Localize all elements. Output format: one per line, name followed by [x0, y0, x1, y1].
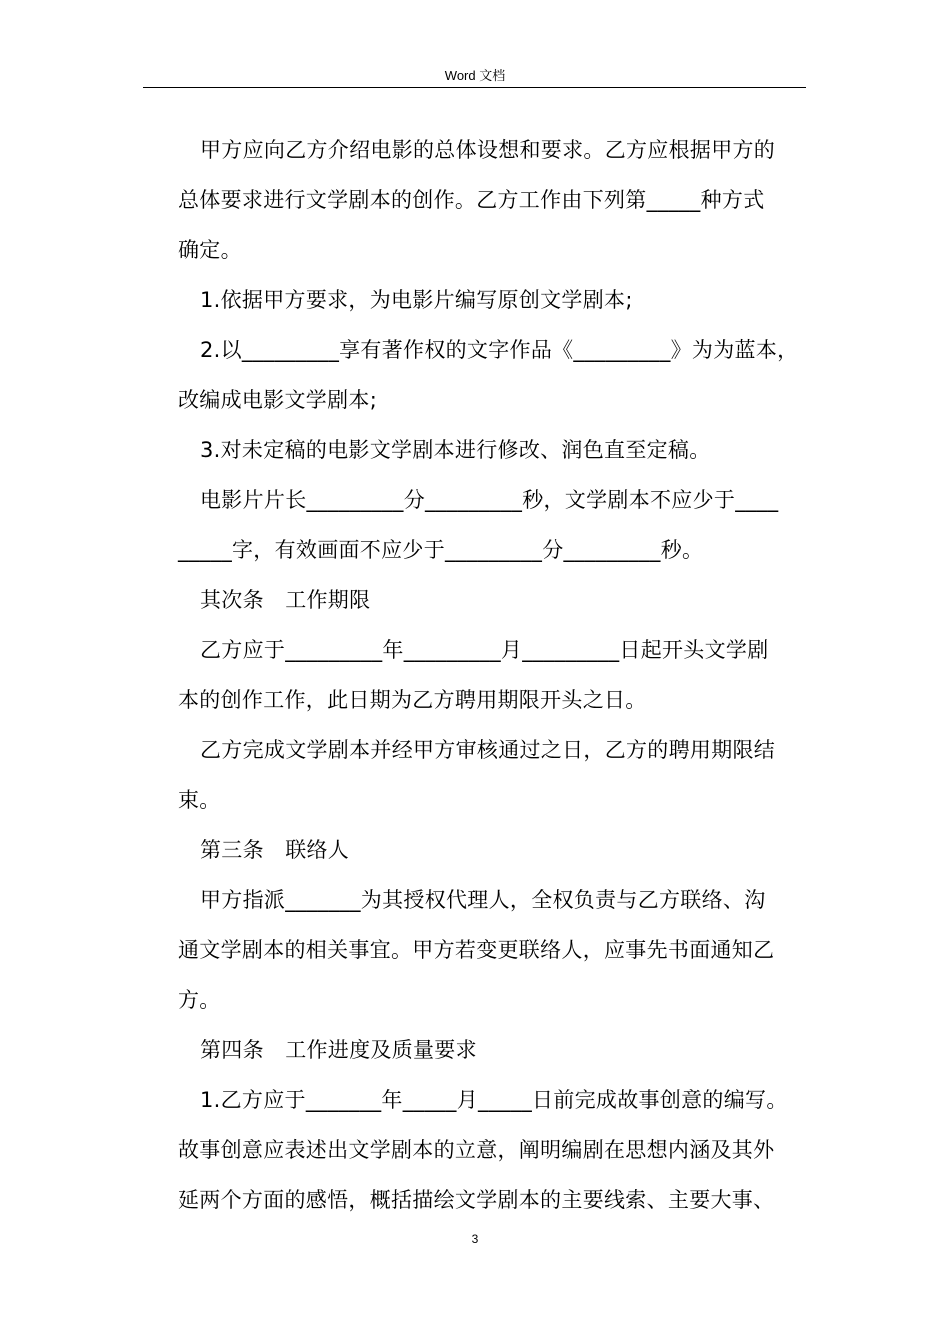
- paragraph-line: 束。: [178, 788, 221, 812]
- header-title: Word 文档: [444, 68, 506, 83]
- paragraph-line: 电影片片长_________分_________秒，文学剧本不应少于____: [200, 488, 779, 512]
- paragraph-line: _____字，有效画面不应少于_________分_________秒。: [178, 538, 704, 562]
- paragraph-line: 总体要求进行文学剧本的创作。乙方工作由下列第_____种方式: [178, 188, 765, 212]
- list-item: 1.依据甲方要求，为电影片编写原创文学剧本;: [200, 288, 633, 312]
- paragraph-line: 方。: [178, 988, 221, 1012]
- section-heading: 第三条 联络人: [200, 838, 350, 862]
- paragraph-line: 延两个方面的感悟，概括描绘文学剧本的主要线索、主要大事、: [178, 1188, 775, 1212]
- paragraph-line: 确定。: [178, 238, 242, 262]
- paragraph-line: 乙方完成文学剧本并经甲方审核通过之日，乙方的聘用期限结: [200, 738, 776, 762]
- section-heading: 第四条 工作进度及质量要求: [200, 1038, 477, 1062]
- page-number: 3: [471, 1232, 479, 1246]
- paragraph-line: 甲方指派_______为其授权代理人，全权负责与乙方联络、沟: [200, 888, 766, 912]
- section-heading: 其次条 工作期限: [200, 588, 371, 612]
- paragraph-line: 乙方应于_________年_________月_________日起开头文学剧: [200, 638, 769, 662]
- paragraph-line: 故事创意应表述出文学剧本的立意，阐明编剧在思想内涵及其外: [178, 1138, 775, 1162]
- header-divider: [143, 87, 806, 88]
- document-body: [178, 125, 808, 1225]
- list-item: 1.乙方应于_______年_____月_____日前完成故事创意的编写。: [200, 1088, 788, 1112]
- paragraph-line: 通文学剧本的相关事宜。甲方若变更联络人，应事先书面通知乙: [178, 938, 775, 962]
- paragraph-line: 甲方应向乙方介绍电影的总体设想和要求。乙方应根据甲方的: [200, 138, 776, 162]
- list-item: 3.对未定稿的电影文学剧本进行修改、润色直至定稿。: [200, 438, 711, 462]
- paragraph-line: 改编成电影文学剧本;: [178, 388, 378, 412]
- list-item: 2.以_________享有著作权的文字作品《_________》为为蓝本，: [200, 338, 799, 362]
- paragraph-line: 本的创作工作，此日期为乙方聘用期限开头之日。: [178, 688, 647, 712]
